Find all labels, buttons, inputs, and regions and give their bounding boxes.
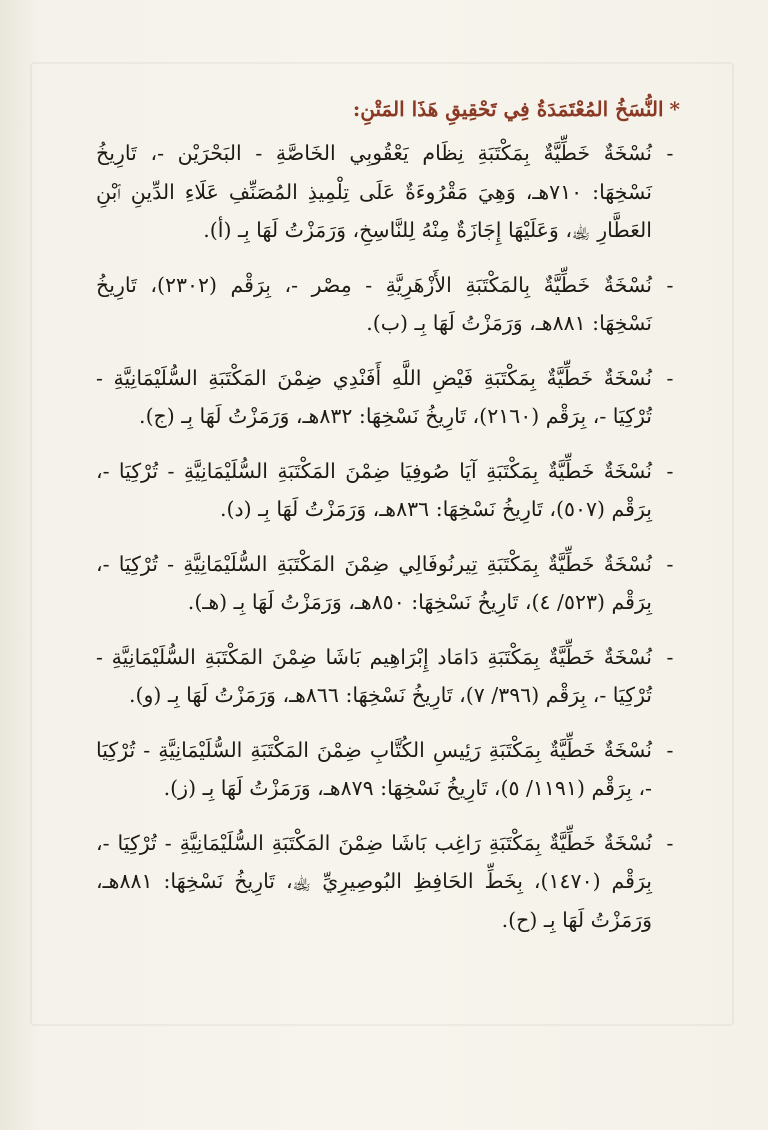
list-bullet: - bbox=[666, 551, 674, 576]
manuscript-item bbox=[96, 731, 680, 808]
page-content bbox=[96, 92, 680, 955]
manuscript-text: نُسْخَةٌ خَطِّيَّةٌ بِمَكْتَبَةِ نِظَام يَعْقُوبِي الخَاصَّةِ - البَحْرَيْن -، تَارِيخُ نَسْخِهَا: ٧١٠هـ، وَهِيَ مَقْرُوءَةٌ عَلَى تِلْمِيذِ المُصَنِّفِ عَلَاءِ الدِّينِ ٱبْنِ العَطَّارِ ﵀، وَعَلَيْهَا إِجَازَةٌ مِنْهُ لِلنَّاسِخِ، وَرَمَزْتُ لَهَا بِـ (أ). bbox=[96, 141, 652, 242]
manuscript-text: نُسْخَةٌ خَطِّيَّةٌ بِمَكْتَبَةِ تِيرنُوفَالِي ضِمْنَ المَكْتَبَةِ السُّلَيْمَانِيَّةِ - تُرْكِيَا -، بِرَقْم (٥٢٣/ ٤)، تَارِيخُ نَسْخِهَا: ٨٥٠هـ، وَرَمَزْتُ لَهَا بِـ (هـ). bbox=[96, 551, 652, 614]
list-bullet: - bbox=[666, 644, 674, 669]
section-heading bbox=[96, 92, 680, 126]
manuscript-text: نُسْخَةٌ خَطِّيَّةٌ بِمَكْتَبَةِ رَاغِب بَاشَا ضِمْنَ المَكْتَبَةِ السُّلَيْمَانِيَّةِ - تُرْكِيَا -، بِرَقْم (١٤٧٠)، بِخَطِّ الحَافِظِ البُوصِيرِيِّ ﵀، تَارِيخُ نَسْخِهَا: ٨٨١هـ، وَرَمَزْتُ لَهَا بِـ (ح). bbox=[96, 830, 652, 932]
manuscript-item bbox=[96, 134, 680, 250]
list-bullet: - bbox=[666, 365, 674, 390]
manuscript-text: نُسْخَةٌ خَطِّيَّةٌ بِمَكْتَبَةِ فَيْضِ اللَّهِ أَفَنْدِي ضِمْنَ المَكْتَبَةِ السُّلَيْمَانِيَّةِ - تُرْكِيَا -، بِرَقْم (٢١٦٠)، تَارِيخُ نَسْخِهَا: ٨٣٢هـ، وَرَمَزْتُ لَهَا بِـ (ج). bbox=[96, 365, 652, 428]
manuscript-text: نُسْخَةٌ خَطِّيَّةٌ بِمَكْتَبَةِ رَئِيسِ الكُتَّابِ ضِمْنَ المَكْتَبَةِ السُّلَيْمَانِيَّةِ - تُرْكِيَا -، بِرَقْم (١١٩١/ ٥)، تَارِيخُ نَسْخِهَا: ٨٧٩هـ، وَرَمَزْتُ لَهَا بِـ (ز). bbox=[96, 737, 652, 800]
manuscript-item bbox=[96, 545, 680, 622]
manuscript-list bbox=[96, 134, 680, 939]
manuscript-text: نُسْخَةٌ خَطِّيَّةٌ بِمَكْتَبَةِ آيَا صُوفِيَا ضِمْنَ المَكْتَبَةِ السُّلَيْمَانِيَّةِ - تُرْكِيَا -، بِرَقْم (٥٠٧)، تَارِيخُ نَسْخِهَا: ٨٣٦هـ، وَرَمَزْتُ لَهَا بِـ (د). bbox=[96, 458, 652, 521]
manuscript-item bbox=[96, 266, 680, 343]
manuscript-item bbox=[96, 452, 680, 529]
list-bullet: - bbox=[666, 737, 674, 762]
manuscript-item bbox=[96, 824, 680, 940]
list-bullet: - bbox=[666, 458, 674, 483]
manuscript-text: نُسْخَةٌ خَطِّيَّةٌ بِمَكْتَبَةِ دَامَاد إِبْرَاهِيم بَاشَا ضِمْنَ المَكْتَبَةِ السُّلَيْمَانِيَّةِ - تُرْكِيَا -، بِرَقْم (٣٩٦/ ٧)، تَارِيخُ نَسْخِهَا: ٨٦٦هـ، وَرَمَزْتُ لَهَا بِـ (و). bbox=[96, 644, 652, 707]
list-bullet: - bbox=[666, 830, 674, 855]
star-ornament: * bbox=[669, 97, 680, 121]
section-heading-text: النُّسَخُ المُعْتَمَدَةُ فِي تَحْقِيقِ هَذَا المَتْنِ: bbox=[352, 97, 664, 121]
manuscript-text: نُسْخَةٌ خَطِّيَّةٌ بِالمَكْتَبَةِ الأَزْهَرِيَّةِ - مِصْر -، بِرَقْم (٢٣٠٢)، تَارِيخُ نَسْخِهَا: ٨٨١هـ، وَرَمَزْتُ لَهَا بِـ (ب). bbox=[96, 272, 653, 335]
manuscript-item bbox=[96, 638, 680, 715]
manuscript-item bbox=[96, 359, 680, 436]
list-bullet: - bbox=[666, 141, 674, 165]
list-bullet: - bbox=[666, 272, 674, 297]
